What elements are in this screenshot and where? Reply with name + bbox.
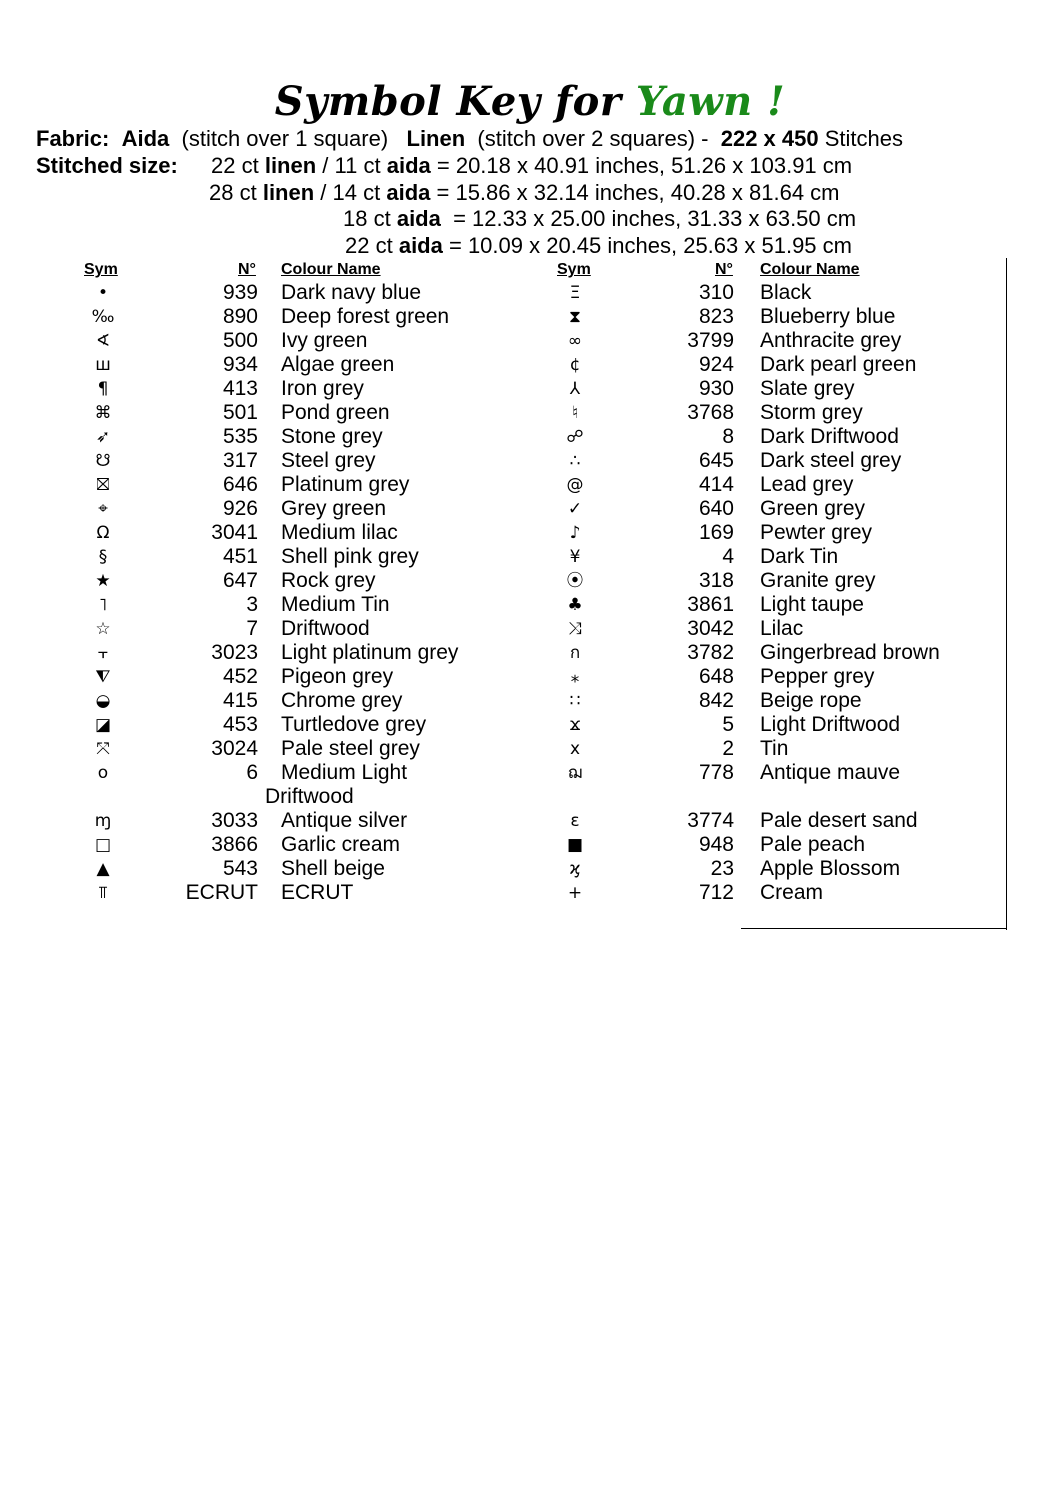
header-num-left: N° <box>238 261 256 278</box>
table-row <box>0 641 1000 665</box>
pattern-name: Yawn ! <box>635 78 786 125</box>
symbol-icon: ⦿ <box>566 571 584 591</box>
colour-name: Pond green <box>281 401 390 424</box>
colour-name: Lilac <box>760 617 804 640</box>
thread-number: 3 <box>246 593 258 616</box>
symbol-icon: ¶ <box>97 379 109 399</box>
thread-number: 712 <box>698 881 734 904</box>
thread-number: 890 <box>222 305 258 328</box>
symbol-icon: ¥ <box>569 547 581 567</box>
colour-name: Dark steel grey <box>760 449 902 472</box>
count2: / 14 ct <box>320 180 381 205</box>
thread-number: 640 <box>698 497 734 520</box>
colour-name: Iron grey <box>281 377 364 400</box>
table-row <box>0 689 1000 713</box>
table-row <box>0 569 1000 593</box>
fabric-line <box>36 126 903 152</box>
thread-number: 23 <box>710 857 734 880</box>
table-row <box>0 401 1000 425</box>
colour-name: Black <box>760 281 812 304</box>
symbol-icon: ◪ <box>94 715 112 735</box>
symbol-icon: ☍ <box>566 427 584 447</box>
colour-name: Dark Tin <box>760 545 839 568</box>
colour-name: Light platinum grey <box>281 641 459 664</box>
colour-name: Tin <box>760 737 789 760</box>
colour-name: Stone grey <box>281 425 383 448</box>
symbol-icon: ⅄ <box>569 379 581 399</box>
page-title <box>0 78 1060 125</box>
thread-number: 7 <box>246 617 258 640</box>
header-name-left: Colour Name <box>281 261 381 278</box>
thread-number: 453 <box>222 713 258 736</box>
colour-name: Shell beige <box>281 857 385 880</box>
count: 28 ct <box>209 180 257 205</box>
thread-number: 3774 <box>687 809 734 832</box>
thread-number: 413 <box>222 377 258 400</box>
colour-name: Steel grey <box>281 449 376 472</box>
colour-name: Platinum grey <box>281 473 410 496</box>
thread-number: 3041 <box>211 521 258 544</box>
colour-name: Turtledove grey <box>281 713 427 736</box>
thread-number: 500 <box>222 329 258 352</box>
thread-number: 414 <box>698 473 734 496</box>
colour-name: Cream <box>760 881 824 904</box>
thread-number: 648 <box>698 665 734 688</box>
colour-name: Shell pink grey <box>281 545 419 568</box>
stitched-size-label-line <box>36 153 178 179</box>
colour-name: Pale desert sand <box>760 809 918 832</box>
colour-name: Dark Driftwood <box>760 425 899 448</box>
colour-name: Pigeon grey <box>281 665 394 688</box>
symbol-icon: ⧨ <box>95 667 111 687</box>
dimensions: = 12.33 x 25.00 inches, 31.33 x 63.50 cm <box>446 206 857 231</box>
thread-number: 535 <box>222 425 258 448</box>
symbol-icon: ■ <box>566 835 584 855</box>
symbol-icon: ⌘ <box>94 403 112 423</box>
thread-number: 646 <box>222 473 258 496</box>
symbol-icon: ★ <box>95 571 111 591</box>
stitched-size-label: Stitched size: <box>36 153 178 178</box>
thread-number: 3023 <box>211 641 258 664</box>
colour-name: Green grey <box>760 497 866 520</box>
thread-number: 3768 <box>687 401 734 424</box>
symbol-icon: ‰ <box>91 307 115 327</box>
colour-name: Medium Tin <box>281 593 390 616</box>
stitch-count: 222 x 450 <box>720 126 819 151</box>
colour-name: Deep forest green <box>281 305 450 328</box>
header-sym-right: Sym <box>557 261 591 278</box>
thread-number: ECRUT <box>185 881 258 904</box>
thread-number: 3866 <box>211 833 258 856</box>
colour-name: Antique silver <box>281 809 408 832</box>
symbol-icon: ⌖ <box>98 499 108 519</box>
symbol-icon: ϫ <box>569 715 581 735</box>
thread-number: 930 <box>698 377 734 400</box>
symbol-icon: ➶ <box>95 427 111 447</box>
symbol-icon: ϗ <box>569 859 581 879</box>
symbol-icon: ♪ <box>569 523 581 543</box>
symbol-icon: ⫪ <box>98 883 108 903</box>
colour-name: Apple Blossom <box>760 857 901 880</box>
fabric: aida <box>396 206 441 231</box>
table-row <box>0 593 1000 617</box>
fabric: linen <box>262 180 315 205</box>
symbol-icon: ⁎ <box>570 667 580 687</box>
thread-number: 3782 <box>687 641 734 664</box>
symbol-icon: § <box>98 547 108 567</box>
thread-number: 647 <box>222 569 258 592</box>
count: 22 ct <box>345 233 393 258</box>
thread-number: 318 <box>698 569 734 592</box>
header-name-right: Colour Name <box>760 261 860 278</box>
symbol-icon: ก <box>569 643 581 663</box>
thread-number: 3024 <box>211 737 258 760</box>
thread-number: 823 <box>698 305 734 328</box>
symbol-icon: o <box>97 763 109 783</box>
symbol-icon: x <box>569 739 581 759</box>
colour-name: Chrome grey <box>281 689 403 712</box>
fabric-aida: Aida <box>121 126 170 151</box>
thread-number: 2 <box>722 737 734 760</box>
colour-name: Driftwood <box>281 617 370 640</box>
thread-number: 169 <box>698 521 734 544</box>
stitched-size-line <box>343 206 856 232</box>
table-row <box>0 809 1000 833</box>
symbol-icon: Ω <box>96 523 110 543</box>
colour-name: Slate grey <box>760 377 855 400</box>
dimensions: = 20.18 x 40.91 inches, 51.26 x 103.91 cm <box>436 153 853 178</box>
colour-name: Lead grey <box>760 473 854 496</box>
thread-number: 3861 <box>687 593 734 616</box>
colour-name: Storm grey <box>760 401 863 424</box>
dimensions: = 15.86 x 32.14 inches, 40.28 x 81.64 cm <box>436 180 840 205</box>
title-prefix: Symbol Key for <box>274 78 636 125</box>
header-num-right: N° <box>715 261 733 278</box>
colour-name: Medium lilac <box>281 521 398 544</box>
colour-name: Pale steel grey <box>281 737 420 760</box>
table-row <box>0 665 1000 689</box>
symbol-icon: ✓ <box>567 499 583 519</box>
symbol-icon: ⧗ <box>569 307 581 327</box>
symbol-icon: ш <box>95 355 111 375</box>
stitched-size-line <box>209 180 840 206</box>
fabric-aida-note: (stitch over 1 square) <box>181 126 389 151</box>
colour-name: Ivy green <box>281 329 368 352</box>
thread-number: 543 <box>222 857 258 880</box>
colour-name: Medium Light <box>281 761 408 784</box>
table-row <box>0 857 1000 881</box>
table-right-border <box>1006 258 1007 930</box>
symbol-icon: ¢ <box>569 355 581 375</box>
thread-number: 934 <box>222 353 258 376</box>
symbol-icon: □ <box>94 835 112 855</box>
fabric-linen: Linen <box>406 126 466 151</box>
symbol-icon: ⤧ <box>96 739 110 759</box>
symbol-icon: ∴ <box>569 451 581 471</box>
header-sym-left: Sym <box>84 261 118 278</box>
symbol-icon: ▲ <box>96 859 110 879</box>
colour-name: Dark pearl green <box>760 353 917 376</box>
fabric2: aida <box>386 153 431 178</box>
table-row <box>0 881 1000 905</box>
symbol-icon: ∢ <box>95 331 111 351</box>
stitched-size-line <box>211 153 852 179</box>
symbol-icon: @ <box>566 475 584 495</box>
thread-number: 452 <box>222 665 258 688</box>
thread-number: 778 <box>698 761 734 784</box>
table-row <box>0 425 1000 449</box>
colour-name: Rock grey <box>281 569 376 592</box>
symbol-icon: ∷ <box>569 691 581 711</box>
table-bottom-border <box>741 928 1007 929</box>
symbol-icon: ⤨ <box>568 619 582 639</box>
count2: / 11 ct <box>322 153 381 178</box>
fabric2: aida <box>386 180 431 205</box>
thread-number: 415 <box>222 689 258 712</box>
table-row <box>0 617 1000 641</box>
thread-number: 3042 <box>687 617 734 640</box>
table-row <box>0 473 1000 497</box>
colour-name: ECRUT <box>281 881 354 904</box>
stitch-suffix: Stitches <box>824 126 903 151</box>
colour-name: Pewter grey <box>760 521 873 544</box>
thread-number: 645 <box>698 449 734 472</box>
thread-number: 8 <box>722 425 734 448</box>
count: 18 ct <box>343 206 391 231</box>
table-row <box>0 329 1000 353</box>
colour-name: Pale peach <box>760 833 866 856</box>
dimensions: = 10.09 x 20.45 inches, 25.63 x 51.95 cm <box>448 233 852 258</box>
fabric-linen-note: (stitch over 2 squares) - <box>477 126 709 151</box>
symbol-icon: ˥ <box>98 595 108 615</box>
colour-name: Light taupe <box>760 593 864 616</box>
table-row <box>0 449 1000 473</box>
symbol-icon: ฌ <box>567 763 583 783</box>
symbol-icon: + <box>567 883 583 903</box>
thread-number: 924 <box>698 353 734 376</box>
stitched-size-line <box>345 233 852 259</box>
symbol-icon: ⫟ <box>97 643 109 663</box>
thread-number: 501 <box>222 401 258 424</box>
colour-name: Grey green <box>281 497 387 520</box>
table-row <box>0 497 1000 521</box>
symbol-icon: ♣ <box>567 595 583 615</box>
colour-name-continued: Driftwood <box>265 785 354 808</box>
thread-number: 6 <box>246 761 258 784</box>
thread-number: 926 <box>222 497 258 520</box>
symbol-icon: Ξ <box>569 283 581 303</box>
symbol-icon: ♮ <box>571 403 579 423</box>
symbol-icon: ∞ <box>567 331 583 351</box>
colour-name: Pepper grey <box>760 665 875 688</box>
thread-number: 842 <box>698 689 734 712</box>
thread-number: 310 <box>698 281 734 304</box>
fabric: aida <box>398 233 443 258</box>
colour-name: Blueberry blue <box>760 305 896 328</box>
table-row <box>0 761 1000 785</box>
table-row <box>0 305 1000 329</box>
colour-name: Gingerbread brown <box>760 641 940 664</box>
thread-number: 317 <box>222 449 258 472</box>
count: 22 ct <box>211 153 259 178</box>
colour-name: Algae green <box>281 353 395 376</box>
table-row <box>0 281 1000 305</box>
colour-name: Granite grey <box>760 569 876 592</box>
colour-name: Beige rope <box>760 689 862 712</box>
table-row <box>0 737 1000 761</box>
thread-number: 948 <box>698 833 734 856</box>
symbol-icon: ☆ <box>95 619 111 639</box>
symbol-icon: • <box>97 283 109 303</box>
thread-number: 5 <box>722 713 734 736</box>
symbol-icon: ⛝ <box>96 475 110 495</box>
colour-name: Antique mauve <box>760 761 901 784</box>
symbol-icon: ☋ <box>95 451 111 471</box>
colour-name: Light Driftwood <box>760 713 901 736</box>
table-row <box>0 833 1000 857</box>
thread-number: 3799 <box>687 329 734 352</box>
colour-name: Dark navy blue <box>281 281 422 304</box>
thread-number: 4 <box>722 545 734 568</box>
fabric: linen <box>264 153 317 178</box>
thread-number: 939 <box>222 281 258 304</box>
thread-number: 451 <box>222 545 258 568</box>
colour-name: Anthracite grey <box>760 329 902 352</box>
table-row <box>0 377 1000 401</box>
symbol-icon: ɱ <box>94 811 112 831</box>
colour-name: Garlic cream <box>281 833 401 856</box>
table-row <box>0 521 1000 545</box>
fabric-label: Fabric: <box>36 126 110 151</box>
symbol-icon: ɛ <box>570 811 580 831</box>
table-row <box>0 545 1000 569</box>
table-row <box>0 353 1000 377</box>
thread-number: 3033 <box>211 809 258 832</box>
symbol-icon: ◒ <box>95 691 111 711</box>
table-row <box>0 713 1000 737</box>
